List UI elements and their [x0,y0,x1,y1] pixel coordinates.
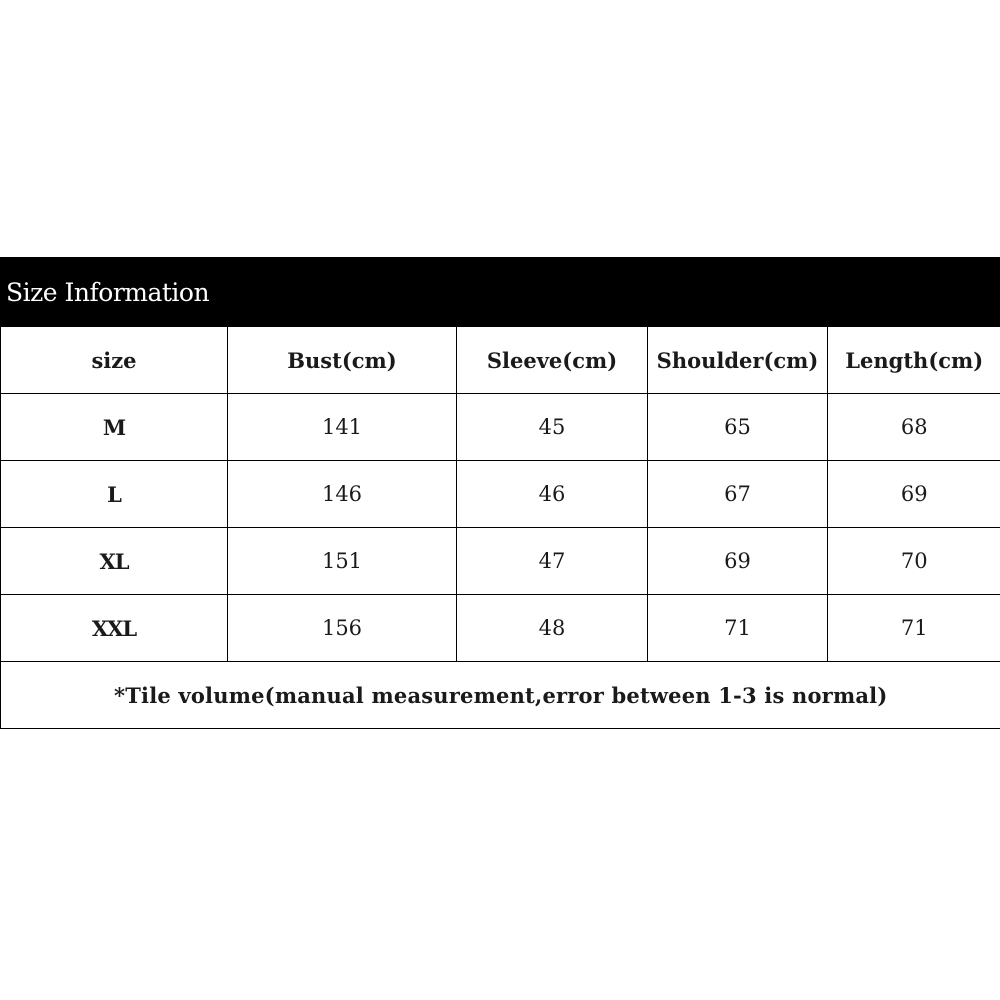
table-row [1,394,1000,461]
length-value: 70 [828,528,1000,595]
measurement-note: *Tile volume(manual measurement,error between 1-3 is normal) [1,662,1000,729]
size-chart [0,257,1000,729]
column-header-shoulder: Shoulder(cm) [648,327,828,394]
size-label: M [1,394,228,461]
bust-value: 156 [228,595,457,662]
table-row [1,595,1000,662]
shoulder-value: 67 [648,461,828,528]
sleeve-value: 47 [457,528,648,595]
column-header-length: Length(cm) [828,327,1000,394]
size-chart-title: Size Information [6,278,210,307]
bust-value: 151 [228,528,457,595]
bust-value: 146 [228,461,457,528]
table-row [1,528,1000,595]
size-label: XXL [1,595,228,662]
table-header-row [1,327,1000,394]
length-value: 69 [828,461,1000,528]
length-value: 68 [828,394,1000,461]
column-header-bust: Bust(cm) [228,327,457,394]
size-chart-header [0,257,1000,327]
note-row [1,662,1000,729]
length-value: 71 [828,595,1000,662]
shoulder-value: 71 [648,595,828,662]
shoulder-value: 69 [648,528,828,595]
size-table [0,327,1000,729]
size-label: XL [1,528,228,595]
sleeve-value: 48 [457,595,648,662]
bust-value: 141 [228,394,457,461]
table-row [1,461,1000,528]
column-header-size: size [1,327,228,394]
sleeve-value: 46 [457,461,648,528]
size-label: L [1,461,228,528]
shoulder-value: 65 [648,394,828,461]
column-header-sleeve: Sleeve(cm) [457,327,648,394]
sleeve-value: 45 [457,394,648,461]
